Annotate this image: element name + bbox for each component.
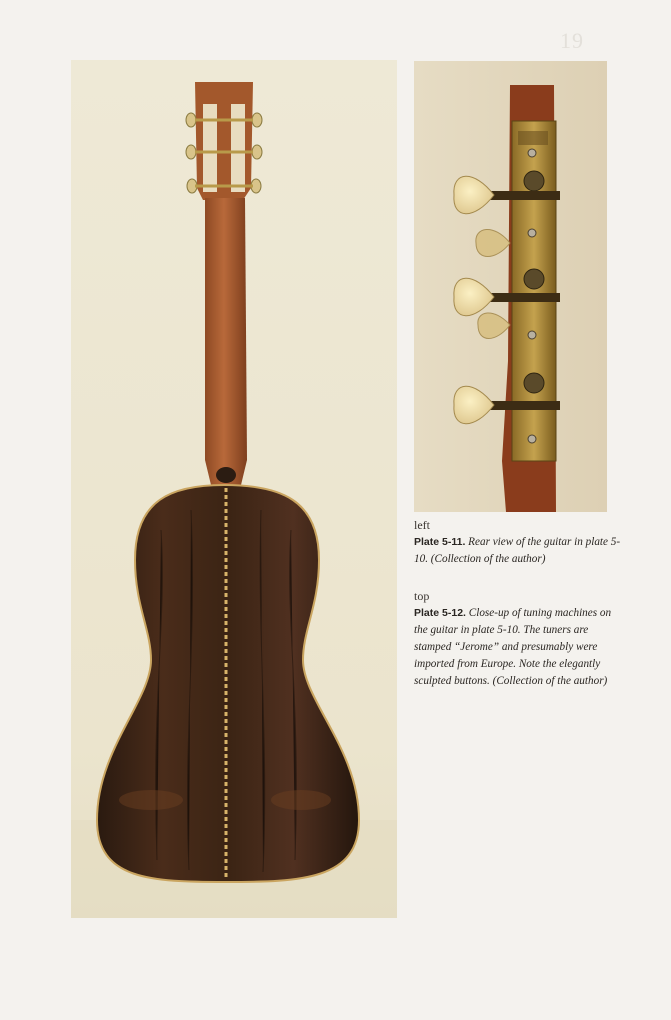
plate-number: Plate 5-12. xyxy=(414,607,466,619)
photo-tuning-machines xyxy=(414,61,607,512)
caption-text: Close-up of tuning machines on the guitar in plate 5-10. The tuners are stamped “Jerome” and presumably were imported from Europe. Note the elegantly sculpted buttons. (Collection of the author) xyxy=(414,607,612,687)
caption-plate-5-11 xyxy=(414,534,624,568)
plate-number: Plate 5-11. xyxy=(414,536,466,548)
caption-text: Rear view of the guitar in plate 5-10. (Collection of the author) xyxy=(414,536,621,565)
caption-position-top: top xyxy=(414,589,430,603)
photo-guitar-rear xyxy=(71,60,397,918)
captions-block xyxy=(414,517,624,690)
page-number: 19 xyxy=(560,28,584,53)
caption-plate-5-12 xyxy=(414,605,624,690)
caption-position-left: left xyxy=(414,518,430,532)
